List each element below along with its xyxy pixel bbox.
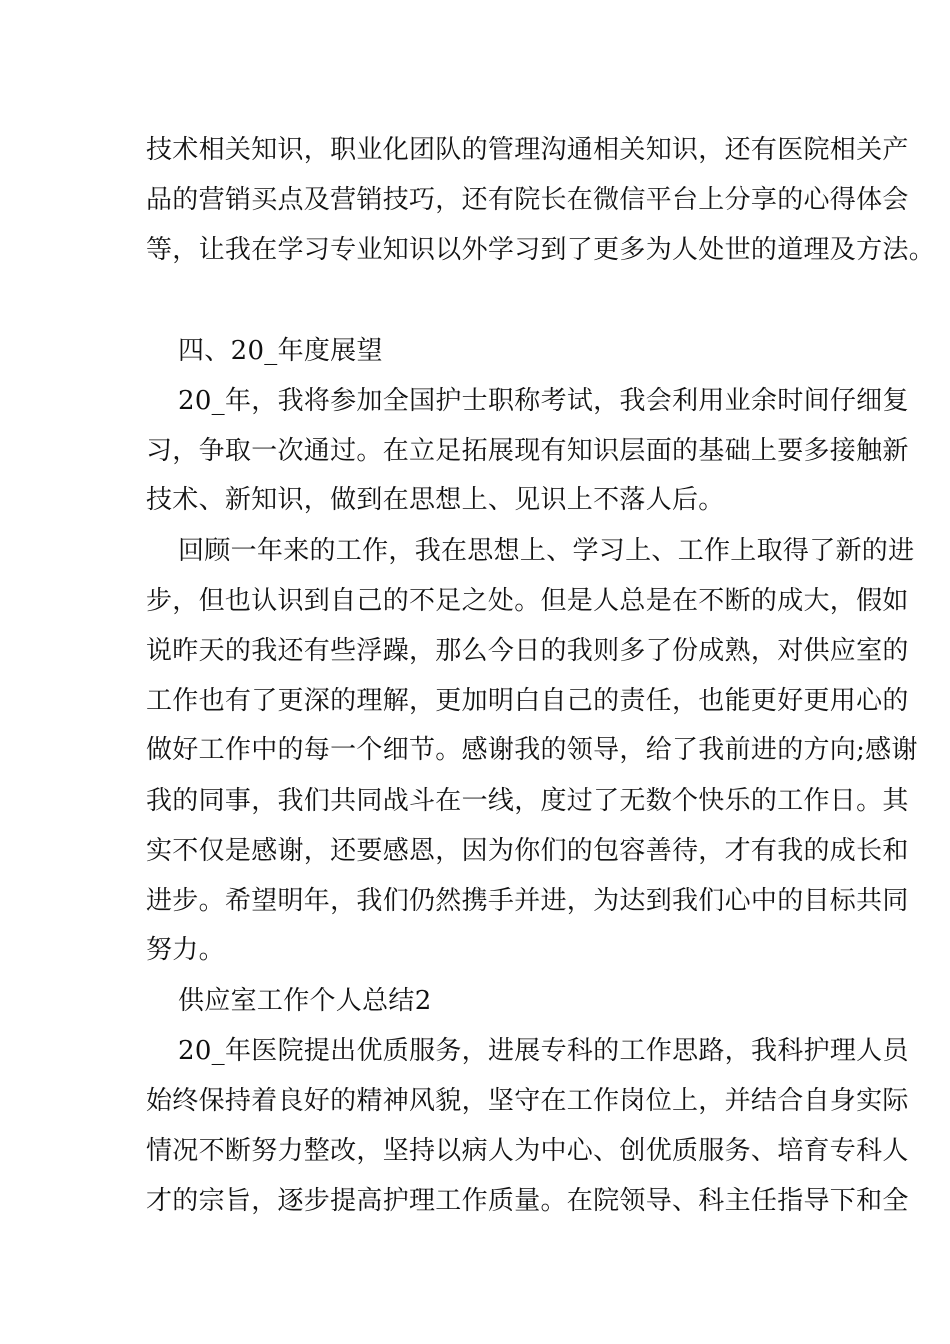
body-line: 始终保持着良好的精神风貌，坚守在工作岗位上，并结合自身实际	[146, 1086, 909, 1116]
section-heading: 四、20_年度展望	[178, 336, 383, 366]
body-line: 进步。希望明年，我们仍然携手并进，为达到我们心中的目标共同	[146, 886, 909, 916]
body-line: 品的营销买点及营销技巧，还有院长在微信平台上分享的心得体会	[146, 185, 909, 215]
body-line: 我的同事，我们共同战斗在一线，度过了无数个快乐的工作日。其	[146, 786, 909, 816]
body-line: 说昨天的我还有些浮躁，那么今日的我则多了份成熟，对供应室的	[146, 636, 909, 666]
body-line: 实不仅是感谢，还要感恩，因为你们的包容善待，才有我的成长和	[146, 836, 909, 866]
body-line: 努力。	[146, 935, 225, 965]
body-line: 做好工作中的每一个细节。感谢我的领导，给了我前进的方向;感谢	[146, 735, 918, 765]
body-line: 习，争取一次通过。在立足拓展现有知识层面的基础上要多接触新	[146, 436, 909, 466]
body-line: 20_年医院提出优质服务，进展专科的工作思路，我科护理人员	[178, 1036, 909, 1066]
body-line: 技术相关知识，职业化团队的管理沟通相关知识，还有医院相关产	[146, 135, 909, 165]
body-line: 等，让我在学习专业知识以外学习到了更多为人处世的道理及方法。	[146, 235, 936, 265]
body-line: 才的宗旨，逐步提高护理工作质量。在院领导、科主任指导下和全	[146, 1186, 909, 1216]
body-line: 步，但也认识到自己的不足之处。但是人总是在不断的成大，假如	[146, 586, 909, 616]
section-heading: 供应室工作个人总结2	[178, 986, 432, 1016]
body-line: 技术、新知识，做到在思想上、见识上不落人后。	[146, 485, 725, 515]
body-line: 工作也有了更深的理解，更加明白自己的责任，也能更好更用心的	[146, 686, 909, 716]
body-line: 回顾一年来的工作，我在思想上、学习上、工作上取得了新的进	[178, 536, 915, 566]
body-line: 情况不断努力整改，坚持以病人为中心、创优质服务、培育专科人	[146, 1136, 909, 1166]
body-line: 20_年，我将参加全国护士职称考试，我会利用业余时间仔细复	[178, 386, 909, 416]
